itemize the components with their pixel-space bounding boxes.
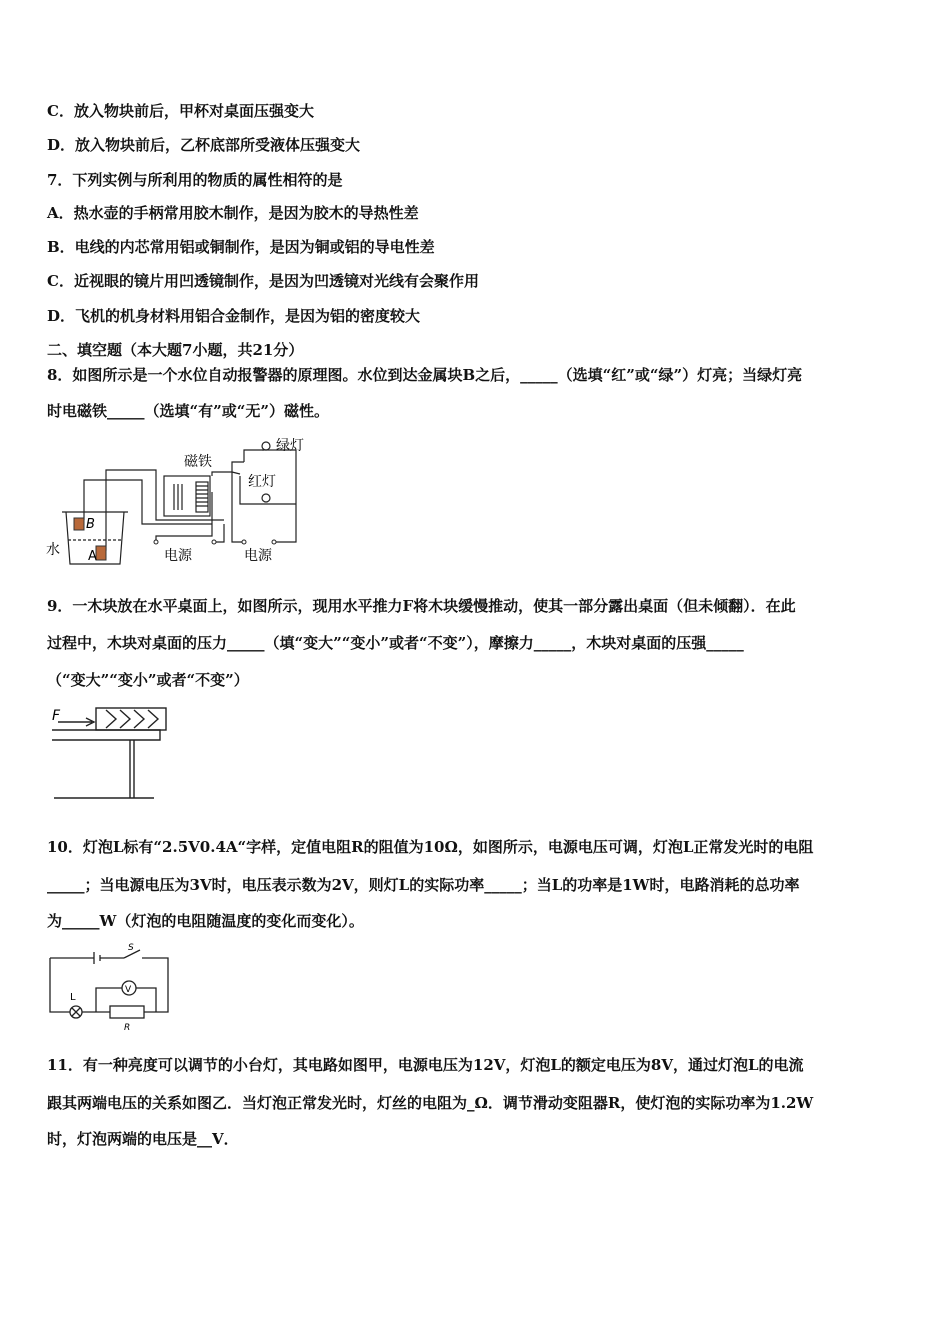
option-c-7: C．近视眼的镜片用凹透镜制作，是因为凹透镜对光线有会聚作用 bbox=[47, 272, 479, 290]
figure-10-circuit bbox=[44, 942, 174, 1034]
figure-9-block-on-table bbox=[44, 700, 174, 804]
question-10-line1: 10．灯泡L标有“2.5V0.4A“字样，定值电阻R的阻值为10Ω，如图所示，电源电压可调，灯泡L正常发光时的电阻 bbox=[47, 838, 814, 856]
label-green-lamp: 绿灯 bbox=[276, 438, 304, 454]
question-10-line3: 为_____W（灯泡的电阻随温度的变化而变化）。 bbox=[47, 912, 364, 930]
option-b-7: B．电线的内芯常用铝或铜制作，是因为铜或铝的导电性差 bbox=[47, 238, 435, 256]
option-c-6: C．放入物块前后，甲杯对桌面压强变大 bbox=[47, 102, 314, 120]
question-11-line2: 跟其两端电压的关系如图乙．当灯泡正常发光时，灯丝的电阻为_Ω．调节滑动变阻器R，使灯泡的实际功率为1.2W bbox=[47, 1094, 814, 1112]
question-9-line1: 9．一木块放在水平桌面上，如图所示，现用水平推力F将木块缓慢推动，使其一部分露出桌面（但未倾翻）．在此 bbox=[47, 597, 796, 615]
question-8-line2: 时电磁铁_____（选填“有”或“无”）磁性。 bbox=[47, 402, 330, 420]
question-9-line3: （“变大”“变小”或者“不变”） bbox=[47, 671, 249, 689]
label-voltmeter: V bbox=[125, 985, 132, 995]
question-7: 7．下列实例与所利用的物质的属性相符的是 bbox=[47, 171, 343, 189]
label-switch: S bbox=[128, 943, 134, 953]
label-power-1: 电源 bbox=[164, 548, 192, 564]
question-9-line2: 过程中，木块对桌面的压力_____（填“变大”“变小”或者“不变”），摩擦力_____，木块对桌面的压强_____ bbox=[47, 634, 744, 652]
option-a-7: A．热水壶的手柄常用胶木制作，是因为胶木的导热性差 bbox=[47, 204, 419, 222]
label-power-2: 电源 bbox=[244, 548, 272, 564]
label-magnet: 磁铁 bbox=[184, 454, 212, 470]
option-d-7: D．飞机的机身材料用铝合金制作，是因为铝的密度较大 bbox=[47, 307, 421, 325]
question-11-line3: 时，灯泡两端的电压是__V． bbox=[47, 1130, 239, 1148]
label-block-a: A bbox=[88, 549, 97, 564]
option-d-6: D．放入物块前后，乙杯底部所受液体压强变大 bbox=[47, 136, 361, 154]
label-red-lamp: 红灯 bbox=[248, 474, 276, 490]
figure-8-water-alarm bbox=[44, 432, 324, 572]
section-heading: 二、填空题（本大题7小题，共21分） bbox=[47, 341, 304, 359]
question-11-line1: 11．有一种亮度可以调节的小台灯，其电路如图甲，电源电压为12V，灯泡L的额定电压为8V，通过灯泡L的电流 bbox=[47, 1056, 804, 1074]
question-10-line2: _____；当电源电压为3V时，电压表示数为2V，则灯L的实际功率_____；当L的功率是1W时，电路消耗的总功率 bbox=[47, 876, 800, 894]
label-force: F bbox=[52, 708, 61, 724]
label-block-b: B bbox=[86, 517, 95, 532]
question-8-line1: 8．如图所示是一个水位自动报警器的原理图。水位到达金属块B之后，_____（选填“红”或“绿”）灯亮；当绿灯亮 bbox=[47, 366, 803, 384]
label-resistor: R bbox=[124, 1023, 131, 1033]
label-water: 水 bbox=[46, 542, 60, 558]
label-lamp: L bbox=[70, 992, 76, 1003]
